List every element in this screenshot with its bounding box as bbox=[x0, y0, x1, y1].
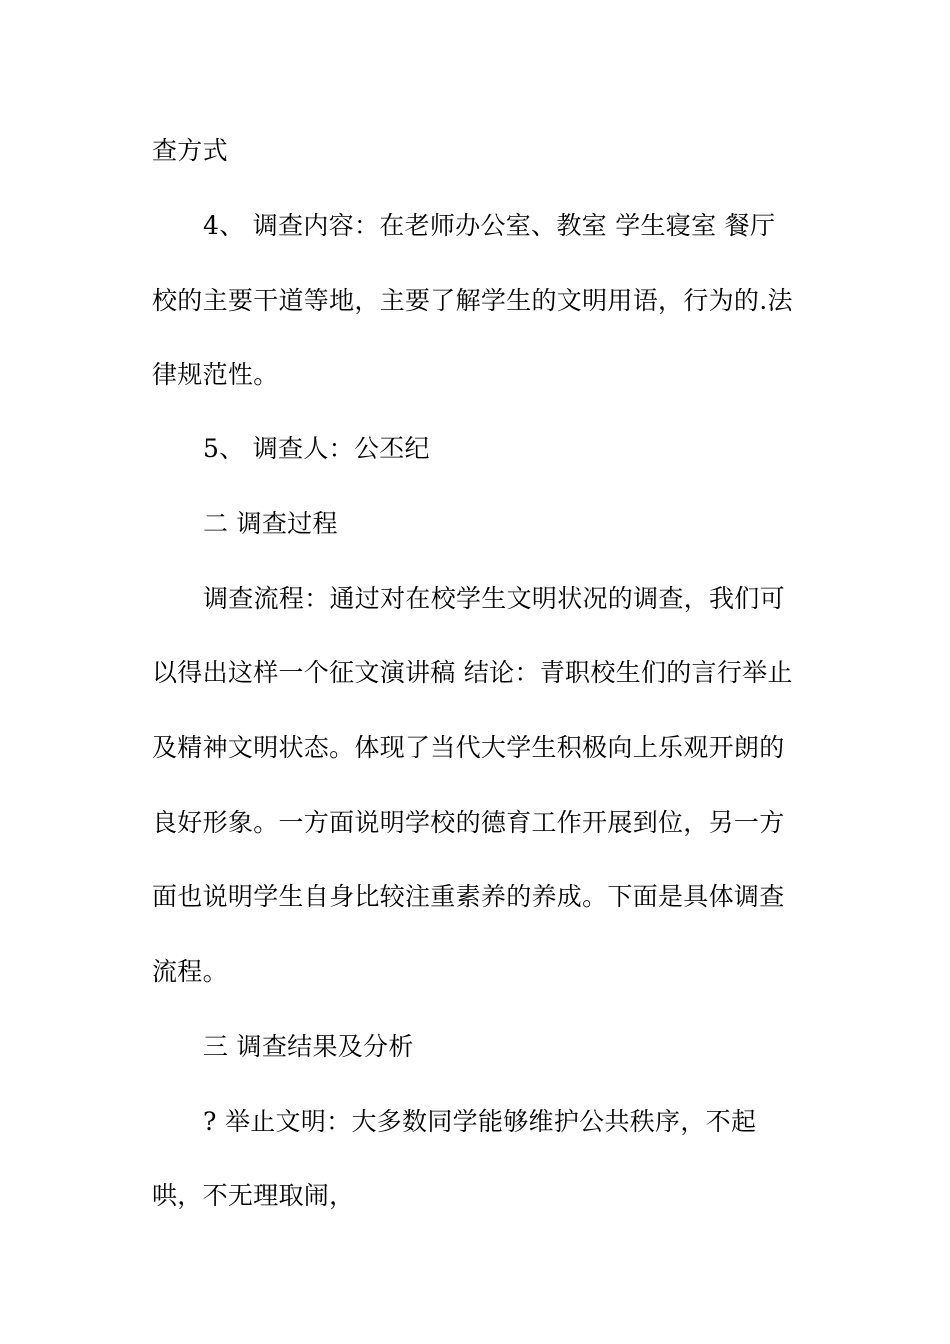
section-heading-3: 三 调查结果及分析 bbox=[203, 1032, 414, 1061]
bullet-item-continuation: 哄，不无理取闹， bbox=[152, 1181, 355, 1210]
list-item-5-investigator: 5、 调查人：公丕纪 bbox=[203, 434, 430, 463]
paragraph-line-3: 及精神文明状态。体现了当代大学生积极向上乐观开朗的 bbox=[152, 733, 785, 762]
paragraph-line-2: 以得出这样一个征文演讲稿 结论：青职校生们的言行举止 bbox=[152, 658, 793, 687]
list-item-4-survey-content: 4、 调查内容：在老师办公室、教室 学生寝室 餐厅 bbox=[203, 211, 776, 240]
section-heading-2: 二 调查过程 bbox=[203, 509, 338, 538]
paragraph-line-5: 面也说明学生自身比较注重素养的养成。下面是具体调查 bbox=[152, 882, 785, 911]
bullet-item-behavior: ? 举止文明：大多数同学能够维护公共秩序，不起 bbox=[203, 1107, 757, 1136]
paragraph-line-6: 流程。 bbox=[152, 957, 228, 986]
text-line-3: 校的主要干道等地，主要了解学生的文明用语，行为的.法 bbox=[152, 286, 793, 315]
text-line-1: 查方式 bbox=[152, 136, 228, 165]
paragraph-line-1: 调查流程：通过对在校学生文明状况的调查，我们可 bbox=[203, 584, 785, 613]
text-line-4: 律规范性。 bbox=[152, 360, 279, 389]
paragraph-line-4: 良好形象。一方面说明学校的德育工作开展到位，另一方 bbox=[152, 808, 785, 837]
